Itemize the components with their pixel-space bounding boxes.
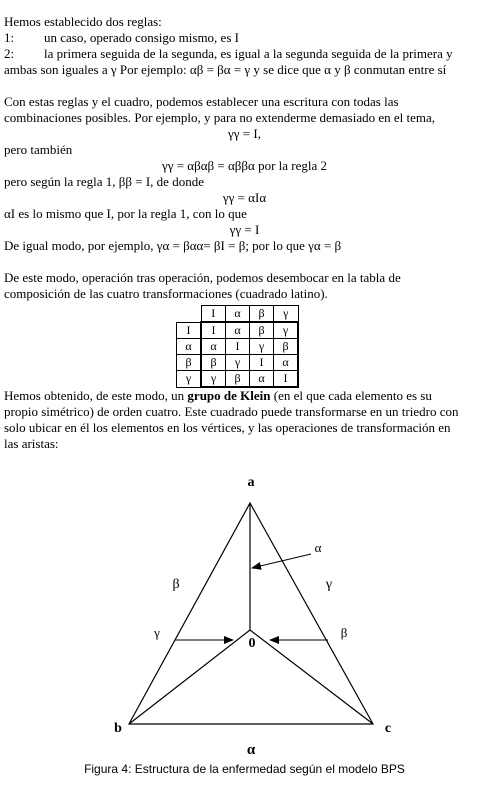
table-cell: I (250, 355, 274, 371)
equation: γγ = αIα (222, 190, 267, 205)
table-row (177, 355, 299, 371)
klein-table (176, 305, 299, 388)
rule-text: la primera seguida de la segunda, es igual a la segunda seguida de la primera y (44, 46, 453, 61)
table-header-cell: β (250, 306, 274, 323)
text-line: las aristas: (4, 436, 59, 451)
equation: γγ = I (229, 222, 260, 237)
table-row-header: γ (177, 371, 202, 388)
table-cell: β (250, 322, 274, 339)
arrow-top (252, 554, 311, 568)
arrow-label-left: γ (154, 625, 160, 640)
text-span: (en el que cada elemento es su (270, 388, 432, 403)
table-cell: γ (226, 355, 250, 371)
table-cell: γ (274, 322, 299, 339)
table-cell: α (274, 355, 299, 371)
median-line (129, 630, 250, 724)
table-header-row (177, 306, 299, 323)
text-line: αI es lo mismo que I, por la regla 1, con lo que (4, 206, 247, 221)
text-line (4, 388, 432, 404)
text-line: solo ubicar en él los elementos en los vértices, y las operaciones de transformación en (4, 420, 451, 435)
rule-text: un caso, operado consigo mismo, es I (44, 30, 239, 45)
vertex-label-a: a (247, 475, 255, 490)
text-span: Hemos obtenido, de este modo, un (4, 388, 188, 403)
rule-number: 1: (4, 30, 15, 45)
edge-label-left: β (172, 577, 180, 592)
table-cell: I (226, 339, 250, 355)
table-row (177, 339, 299, 355)
table-cell: γ (250, 339, 274, 355)
edge-label-bottom: α (246, 742, 256, 758)
table-header-cell: I (201, 306, 226, 323)
bold-term: grupo de Klein (187, 388, 271, 403)
table-cell: β (274, 339, 299, 355)
text-line: De este modo, operación tras operación, podemos desembocar en la tabla de (4, 270, 401, 285)
klein-triangle-diagram (0, 470, 489, 760)
rule-number: 2: (4, 46, 15, 61)
table-cell: β (201, 355, 226, 371)
triangle-outline (129, 503, 373, 724)
table-cell: I (201, 322, 226, 339)
table-cell: α (250, 371, 274, 388)
vertex-label-c: c (384, 721, 392, 736)
table-header-cell: α (226, 306, 250, 323)
table-cell: β (226, 371, 250, 388)
arrow-label-top: α (314, 540, 322, 555)
text-line: Con estas reglas y el cuadro, podemos establecer una escritura con todas las (4, 94, 399, 109)
text-line: De igual modo, por ejemplo, γα = βαα= βI = β; por lo que γα = β (4, 238, 342, 253)
median-line (250, 630, 373, 724)
table-cell: γ (201, 371, 226, 388)
text-line: propio simétrico) de orden cuatro. Este cuadrado puede transformarse en un triedro con (4, 404, 459, 419)
table-row (177, 371, 299, 388)
table-row (177, 322, 299, 339)
table-header-cell: γ (274, 306, 299, 323)
text-line: pero también (4, 142, 73, 157)
center-label: 0 (248, 636, 256, 651)
table-corner (177, 306, 202, 323)
table-cell: α (226, 322, 250, 339)
text-line: combinaciones posibles. Por ejemplo, y para no extenderme demasiado en el tema, (4, 110, 436, 125)
figure-caption: Figura 4: Estructura de la enfermedad según el modelo BPS (84, 762, 405, 776)
arrow-label-right: β (340, 625, 348, 640)
text-line: Hemos establecido dos reglas: (4, 14, 162, 29)
equation: γγ = I, (228, 126, 261, 141)
equation: γγ = αβαβ = αββα por la regla 2 (161, 158, 328, 173)
edge-label-right: γ (325, 577, 333, 592)
table-row-header: β (177, 355, 202, 371)
table-cell: I (274, 371, 299, 388)
rule-2 (4, 46, 453, 62)
table-row-header: α (177, 339, 202, 355)
text-line: ambas son iguales a γ Por ejemplo: αβ = βα = γ y se dice que α y β conmutan entre sí (4, 62, 447, 77)
text-line: composición de las cuatro transformaciones (cuadrado latino). (4, 286, 328, 301)
table-row-header: I (177, 322, 202, 339)
table-cell: α (201, 339, 226, 355)
rule-1 (4, 30, 239, 46)
text-line: pero según la regla 1, ββ = I, de donde (4, 174, 204, 189)
vertex-label-b: b (114, 721, 122, 736)
